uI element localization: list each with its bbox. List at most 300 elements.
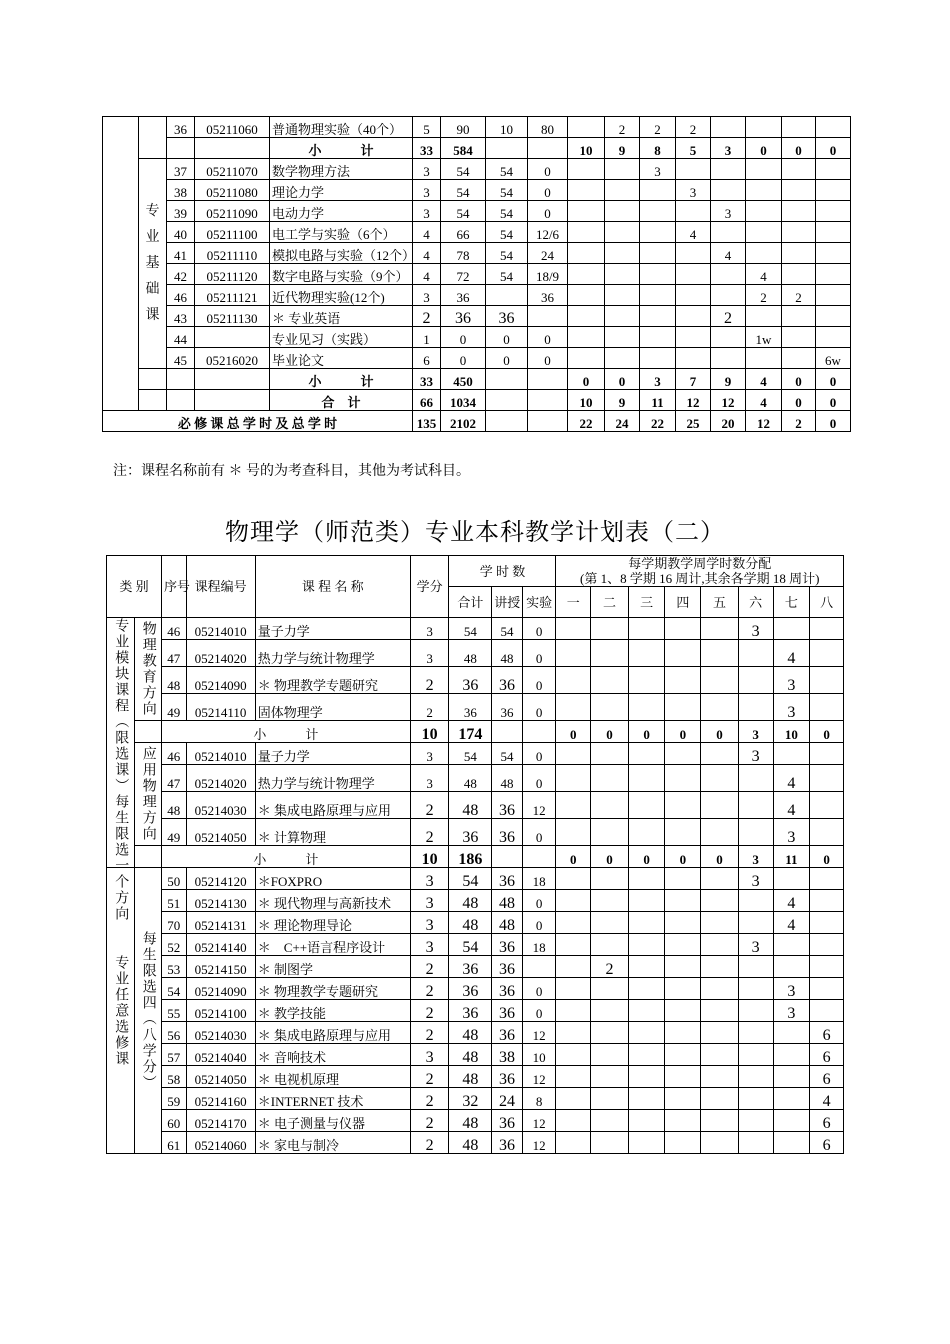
credit-cell: 2: [410, 1132, 449, 1154]
semester-hours: [556, 667, 591, 694]
row-number: 46: [162, 743, 186, 765]
semester-hours: [676, 201, 711, 222]
lab-hours: 18/9: [528, 264, 568, 285]
semester-hours: [738, 1132, 773, 1154]
semester-hours: 12: [746, 411, 782, 432]
course-name: 数学物理方法: [270, 159, 413, 180]
credit-cell: 2: [413, 306, 441, 327]
semester-hours: [640, 264, 676, 285]
lab-hours: 0: [528, 180, 568, 201]
header-semester: 四: [665, 587, 701, 618]
subtotal-row: [107, 846, 844, 868]
semester-hours: [701, 978, 739, 1000]
semester-hours: [816, 243, 851, 264]
row-number: 48: [162, 792, 186, 819]
lab-hours: [528, 138, 568, 159]
semester-hours: [746, 306, 782, 327]
semester-hours: [701, 694, 739, 721]
lecture-hours: 54: [486, 243, 528, 264]
lecture-hours: [486, 138, 528, 159]
table-row: [107, 640, 844, 667]
table-row: [103, 117, 851, 138]
semester-hours: 2: [591, 956, 629, 978]
semester-hours: 5: [676, 138, 711, 159]
lab-hours: 0: [522, 765, 556, 792]
semester-hours: [816, 327, 851, 348]
total-hours: 54: [441, 159, 486, 180]
lab-hours: 0: [522, 667, 556, 694]
total-hours: 54: [449, 743, 492, 765]
course-code: 05214010: [186, 618, 255, 640]
semester-hours: 0: [816, 411, 851, 432]
total-hours: 66: [441, 222, 486, 243]
semester-hours: 0: [782, 369, 816, 390]
semester-hours: [665, 1066, 701, 1088]
semester-hours: 3: [676, 180, 711, 201]
semester-hours: [556, 1066, 591, 1088]
semester-hours: 4: [746, 390, 782, 411]
semester-hours: [665, 912, 701, 934]
course-name: 热力学与统计物理学: [255, 640, 410, 667]
credit-cell: 10: [410, 846, 449, 868]
lecture-hours: 36: [492, 1022, 523, 1044]
semester-hours: [591, 1022, 629, 1044]
lecture-hours: 54: [492, 743, 523, 765]
semester-hours: 3: [738, 934, 773, 956]
total-hours: 48: [449, 792, 492, 819]
row-number: 70: [162, 912, 186, 934]
course-code: 05214120: [186, 868, 255, 890]
semester-hours: [738, 1044, 773, 1066]
semester-hours: [556, 1110, 591, 1132]
semester-hours: 0: [591, 721, 629, 743]
total-hours: 48: [449, 1110, 492, 1132]
course-code: 05214110: [186, 694, 255, 721]
course-code: 05214090: [186, 667, 255, 694]
credit-cell: 2: [410, 1066, 449, 1088]
row-number: 49: [162, 819, 186, 846]
lab-hours: 12: [522, 792, 556, 819]
subcategory-cell: [134, 721, 162, 743]
lab-hours: 8: [522, 1088, 556, 1110]
course-code: 05211090: [195, 201, 270, 222]
semester-hours: [665, 819, 701, 846]
course-name: ＊ 现代物理与高新技术: [255, 890, 410, 912]
distribution-subtitle: (第 1、8 学期 16 周计,其余各学期 18 周计): [580, 571, 820, 586]
lecture-hours: 54: [492, 618, 523, 640]
row-number: 42: [167, 264, 195, 285]
semester-hours: 2: [746, 285, 782, 306]
semester-hours: [556, 1088, 591, 1110]
semester-hours: [556, 765, 591, 792]
course-name: 电动力学: [270, 201, 413, 222]
semester-hours: [665, 890, 701, 912]
credit-cell: 2: [410, 667, 449, 694]
category-char: 课: [145, 307, 160, 323]
course-name: ＊ 专业英语: [270, 306, 413, 327]
semester-hours: 11: [773, 846, 810, 868]
lab-hours: 12: [522, 1022, 556, 1044]
semester-hours: [773, 1044, 810, 1066]
credit-cell: 10: [410, 721, 449, 743]
lecture-hours: 54: [486, 201, 528, 222]
row-number: 54: [162, 978, 186, 1000]
semester-hours: 22: [568, 411, 605, 432]
lecture-hours: 54: [486, 222, 528, 243]
semester-hours: 4: [773, 890, 810, 912]
course-name: 电工学与实验（6个）: [270, 222, 413, 243]
semester-hours: [738, 694, 773, 721]
total-hours: 2102: [441, 411, 486, 432]
credit-cell: 2: [410, 694, 449, 721]
semester-hours: [568, 159, 605, 180]
course-code: [195, 390, 270, 411]
semester-hours: [810, 792, 844, 819]
credit-cell: 3: [413, 201, 441, 222]
semester-hours: [701, 1000, 739, 1022]
course-code: 05214170: [186, 1110, 255, 1132]
course-name: ＊ C++语言程序设计: [255, 934, 410, 956]
lecture-hours: 54: [486, 159, 528, 180]
semester-hours: [676, 264, 711, 285]
credit-cell: 3: [410, 743, 449, 765]
semester-hours: [628, 1066, 665, 1088]
total-hours: 0: [441, 348, 486, 369]
semester-hours: 11: [640, 390, 676, 411]
semester-hours: [628, 956, 665, 978]
total-hours: 36: [441, 306, 486, 327]
course-name: 模拟电路与实验（12个）: [270, 243, 413, 264]
total-hours: 584: [441, 138, 486, 159]
semester-hours: [556, 912, 591, 934]
total-hours: 36: [449, 978, 492, 1000]
category-cell: [103, 117, 139, 411]
semester-hours: [701, 765, 739, 792]
semester-hours: 0: [782, 138, 816, 159]
course-code: 05214010: [186, 743, 255, 765]
lecture-hours: 54: [486, 264, 528, 285]
semester-hours: 3: [738, 743, 773, 765]
semester-hours: [773, 1066, 810, 1088]
semester-hours: 8: [640, 138, 676, 159]
semester-hours: [738, 956, 773, 978]
semester-hours: [556, 890, 591, 912]
table-row: [107, 912, 844, 934]
lecture-hours: 36: [492, 956, 523, 978]
semester-hours: [665, 934, 701, 956]
semester-hours: [746, 180, 782, 201]
semester-hours: [816, 222, 851, 243]
course-name: 普通物理实验（40个）: [270, 117, 413, 138]
semester-hours: [665, 868, 701, 890]
semester-hours: [556, 956, 591, 978]
lab-hours: [528, 306, 568, 327]
table-row: [107, 694, 844, 721]
lab-hours: 12/6: [528, 222, 568, 243]
semester-hours: [628, 743, 665, 765]
course-name: ＊ 音响技术: [255, 1044, 410, 1066]
lecture-hours: 36: [492, 792, 523, 819]
course-code: 05211130: [195, 306, 270, 327]
total-hours: 54: [449, 868, 492, 890]
total-hours: 72: [441, 264, 486, 285]
semester-hours: 2: [782, 411, 816, 432]
semester-hours: [568, 201, 605, 222]
semester-hours: [556, 934, 591, 956]
lab-hours: 0: [522, 978, 556, 1000]
semester-hours: [628, 934, 665, 956]
semester-hours: [665, 1022, 701, 1044]
credit-cell: 3: [410, 1044, 449, 1066]
lab-hours: 0: [522, 890, 556, 912]
lecture-hours: 10: [486, 117, 528, 138]
semester-hours: [701, 1132, 739, 1154]
semester-hours: [605, 222, 640, 243]
semester-hours: [556, 694, 591, 721]
semester-hours: 0: [556, 846, 591, 868]
credit-cell: 3: [410, 890, 449, 912]
header-semester: 二: [591, 587, 629, 618]
header-semester: 一: [556, 587, 591, 618]
grand-total-label: 必 修 课 总 学 时 及 总 学 时: [103, 411, 413, 432]
lab-hours: 0: [522, 1000, 556, 1022]
row-number: 55: [162, 1000, 186, 1022]
semester-hours: 3: [738, 868, 773, 890]
course-code: 05211110: [195, 243, 270, 264]
semester-hours: 22: [640, 411, 676, 432]
total-hours: 36: [449, 1000, 492, 1022]
row-number: 37: [167, 159, 195, 180]
semester-hours: [591, 1110, 629, 1132]
lecture-hours: 36: [492, 1132, 523, 1154]
semester-hours: [556, 1132, 591, 1154]
semester-hours: [782, 180, 816, 201]
row-number: 50: [162, 868, 186, 890]
semester-hours: 7: [676, 369, 711, 390]
row-number: 44: [167, 327, 195, 348]
row-number: [167, 369, 195, 390]
semester-hours: [701, 868, 739, 890]
semester-hours: [665, 743, 701, 765]
table-row: [107, 1000, 844, 1022]
table-row: [103, 222, 851, 243]
semester-hours: 0: [556, 721, 591, 743]
semester-hours: [605, 264, 640, 285]
semester-hours: 6: [810, 1132, 844, 1154]
subcategory-cell: [134, 846, 162, 868]
table-row: [103, 306, 851, 327]
row-number: 46: [167, 285, 195, 306]
semester-hours: 2: [782, 285, 816, 306]
row-number: 46: [162, 618, 186, 640]
semester-hours: [628, 640, 665, 667]
course-code: [195, 369, 270, 390]
semester-hours: [711, 180, 746, 201]
lab-hours: 80: [528, 117, 568, 138]
semester-hours: [738, 1066, 773, 1088]
credit-cell: 2: [410, 1022, 449, 1044]
row-number: 61: [162, 1132, 186, 1154]
semester-hours: [711, 285, 746, 306]
semester-hours: 0: [628, 846, 665, 868]
semester-hours: [701, 743, 739, 765]
lab-hours: 10: [522, 1044, 556, 1066]
total-hours: 36: [449, 667, 492, 694]
total-hours: 174: [449, 721, 492, 743]
lab-hours: 0: [522, 912, 556, 934]
semester-hours: [665, 792, 701, 819]
semester-hours: [556, 1000, 591, 1022]
semester-hours: 4: [711, 243, 746, 264]
course-code: 05211100: [195, 222, 270, 243]
course-name: ＊ 家电与制冷: [255, 1132, 410, 1154]
course-code: 05211060: [195, 117, 270, 138]
credit-cell: 3: [413, 159, 441, 180]
semester-hours: [568, 327, 605, 348]
header-name: 课 程 名 称: [255, 556, 410, 618]
total-hours: 48: [449, 1022, 492, 1044]
table-row: [107, 868, 844, 890]
lecture-hours: 48: [492, 640, 523, 667]
semester-hours: 3: [711, 201, 746, 222]
category-char: 础: [145, 281, 160, 297]
semester-hours: 0: [746, 138, 782, 159]
credit-cell: 135: [413, 411, 441, 432]
header-semester: 七: [773, 587, 810, 618]
table-row: [107, 1088, 844, 1110]
header-semester: 六: [738, 587, 773, 618]
semester-hours: [628, 792, 665, 819]
row-number: 39: [167, 201, 195, 222]
lab-hours: 0: [528, 201, 568, 222]
course-name: ＊ 理论物理导论: [255, 912, 410, 934]
semester-hours: [701, 1110, 739, 1132]
group-label: 专业任意选修课: [107, 868, 135, 1154]
semester-hours: [556, 978, 591, 1000]
semester-hours: 10: [773, 721, 810, 743]
semester-hours: [738, 890, 773, 912]
course-code: 05214030: [186, 1022, 255, 1044]
semester-hours: 3: [738, 721, 773, 743]
semester-hours: [782, 201, 816, 222]
semester-hours: [816, 117, 851, 138]
course-code: 05214140: [186, 934, 255, 956]
course-table-part1: [102, 116, 851, 432]
course-code: 05214160: [186, 1088, 255, 1110]
semester-hours: [591, 978, 629, 1000]
subcategory-cell: [139, 117, 167, 159]
table-row: [103, 390, 851, 411]
semester-hours: 3: [640, 159, 676, 180]
row-number: 59: [162, 1088, 186, 1110]
lab-hours: 12: [522, 1132, 556, 1154]
semester-hours: [605, 348, 640, 369]
semester-hours: [773, 743, 810, 765]
semester-hours: [628, 1000, 665, 1022]
semester-hours: 2: [605, 117, 640, 138]
semester-hours: [640, 222, 676, 243]
semester-hours: [640, 327, 676, 348]
semester-hours: [568, 180, 605, 201]
table-row: [107, 819, 844, 846]
semester-hours: [605, 327, 640, 348]
course-name: ＊ 物理教学专题研究: [255, 667, 410, 694]
semester-hours: 2: [640, 117, 676, 138]
semester-hours: [628, 819, 665, 846]
semester-hours: 10: [568, 138, 605, 159]
semester-hours: [640, 201, 676, 222]
lecture-hours: 36: [492, 1110, 523, 1132]
category-char: 专: [145, 203, 160, 219]
row-number: 60: [162, 1110, 186, 1132]
semester-hours: [640, 306, 676, 327]
lecture-hours: 36: [492, 868, 523, 890]
course-code: 05214090: [186, 978, 255, 1000]
course-code: 05214040: [186, 1044, 255, 1066]
table-row: [103, 159, 851, 180]
header-code: 课程编号: [186, 556, 255, 618]
table-row: [107, 890, 844, 912]
semester-hours: 3: [773, 819, 810, 846]
semester-hours: 9: [605, 390, 640, 411]
semester-hours: [556, 792, 591, 819]
lecture-hours: 36: [492, 1066, 523, 1088]
table-row: [103, 369, 851, 390]
semester-hours: 0: [782, 390, 816, 411]
lecture-hours: 48: [492, 890, 523, 912]
total-hours: 54: [441, 201, 486, 222]
semester-hours: [738, 819, 773, 846]
row-number: 56: [162, 1022, 186, 1044]
course-name: ＊ 集成电路原理与应用: [255, 1022, 410, 1044]
course-name: 量子力学: [255, 743, 410, 765]
semester-hours: [665, 1000, 701, 1022]
table-row: [107, 1110, 844, 1132]
credit-cell: 3: [410, 934, 449, 956]
course-code: 05211070: [195, 159, 270, 180]
table-row: [107, 1132, 844, 1154]
lecture-hours: [492, 721, 523, 743]
semester-hours: 3: [711, 138, 746, 159]
semester-hours: [591, 618, 629, 640]
semester-hours: [711, 117, 746, 138]
semester-hours: 12: [676, 390, 711, 411]
semester-hours: [738, 912, 773, 934]
semester-hours: [665, 694, 701, 721]
semester-hours: [591, 912, 629, 934]
semester-hours: [810, 956, 844, 978]
course-name: 理论力学: [270, 180, 413, 201]
course-table-part2: [106, 555, 844, 1154]
semester-hours: [628, 868, 665, 890]
credit-cell: 2: [410, 956, 449, 978]
table-row: [107, 956, 844, 978]
row-number: 58: [162, 1066, 186, 1088]
row-number: 48: [162, 667, 186, 694]
header-hours: 学 时 数: [449, 556, 556, 587]
table-row: [107, 667, 844, 694]
semester-hours: [746, 159, 782, 180]
semester-hours: [810, 1000, 844, 1022]
credit-cell: 4: [413, 222, 441, 243]
semester-hours: [568, 348, 605, 369]
course-code: 05211121: [195, 285, 270, 306]
semester-hours: [568, 285, 605, 306]
subtotal-row: [107, 721, 844, 743]
course-name: ＊ 教学技能: [255, 1000, 410, 1022]
course-name: ＊ 计算物理: [255, 819, 410, 846]
semester-hours: [782, 243, 816, 264]
